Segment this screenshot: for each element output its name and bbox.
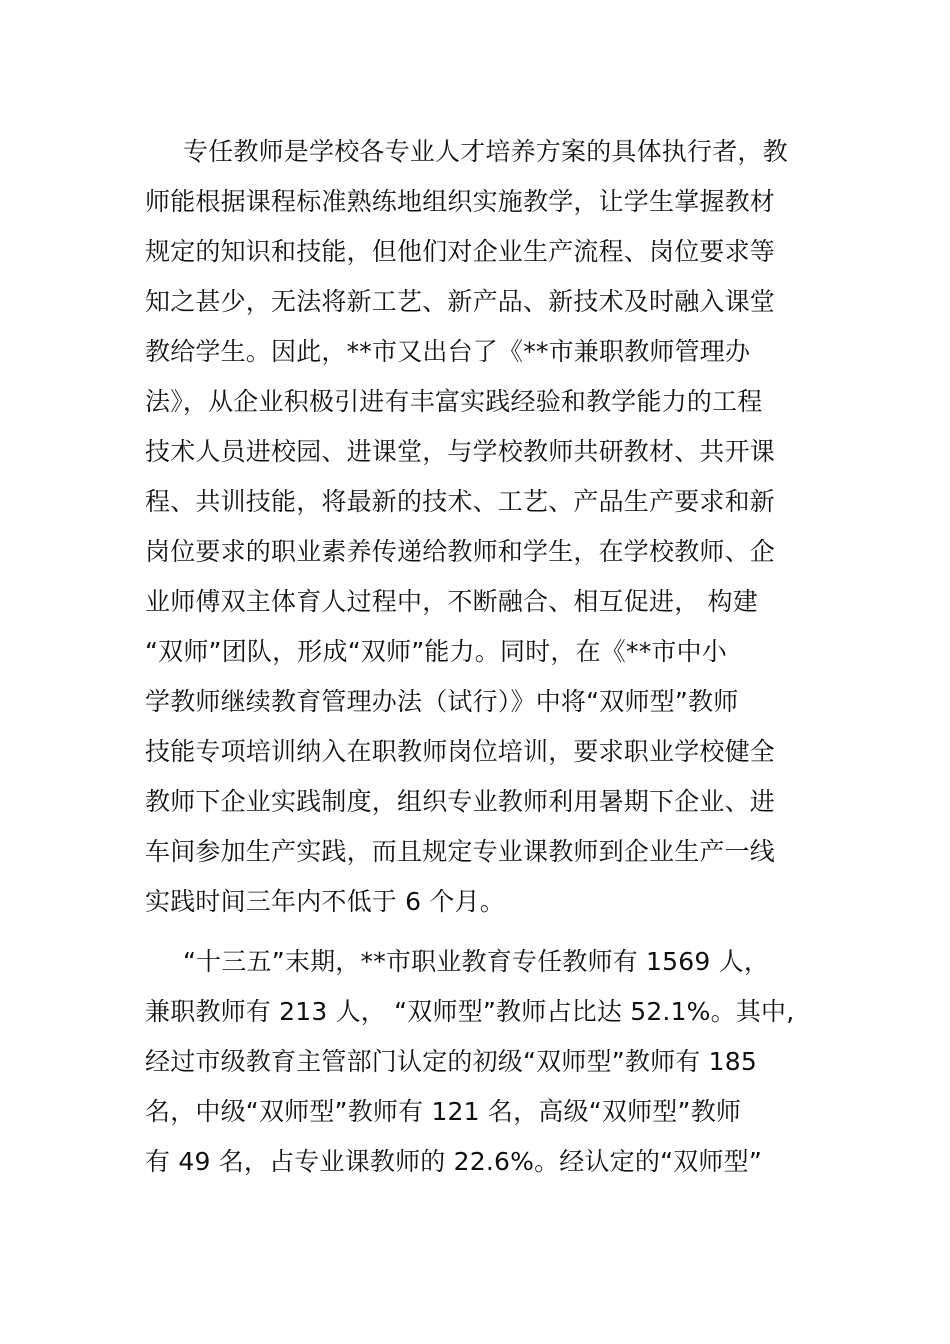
paragraph-line: 经过市级教育主管部门认定的初级“双师型”教师有 185 (145, 1047, 757, 1076)
paragraph-line: 法》，从企业积极引进有丰富实践经验和教学能力的工程 (145, 387, 763, 416)
paragraph-line: 专任教师是学校各专业人才培养方案的具体执行者，教 (183, 137, 788, 166)
paragraph-line: 车间参加生产实践，而且规定专业课教师到企业生产一线 (145, 837, 776, 866)
paragraph-line: 学教师继续教育管理办法（试行）》中将“双师型”教师 (145, 687, 739, 716)
paragraph-line: 师能根据课程标准熟练地组织实施教学，让学生掌握教材 (145, 187, 776, 216)
paragraph-line: 技能专项培训纳入在职教师岗位培训，要求职业学校健全 (145, 737, 776, 766)
paragraph-line: 教师下企业实践制度，组织专业教师利用暑期下企业、进 (145, 787, 776, 816)
paragraph-line: 技术人员进校园、进课堂，与学校教师共研教材、共开课 (145, 437, 776, 466)
paragraph-line: 知之甚少，无法将新工艺、新产品、新技术及时融入课堂 (145, 287, 776, 316)
paragraph-line: “双师”团队，形成“双师”能力。同时，在《**市中小 (145, 637, 728, 666)
paragraph-line: 业师傅双主体育人过程中，不断融合、相互促进， 构建 (145, 587, 758, 616)
paragraph-line: 实践时间三年内不低于 6 个月。 (145, 887, 506, 916)
paragraph-line: 规定的知识和技能，但他们对企业生产流程、岗位要求等 (145, 237, 776, 266)
paragraph-line: 有 49 名，占专业课教师的 22.6%。经认定的“双师型” (145, 1147, 762, 1176)
paragraph-line: 兼职教师有 213 人， “双师型”教师占比达 52.1%。其中, (145, 997, 795, 1026)
paragraph-line: 教给学生。因此，**市又出台了《**市兼职教师管理办 (145, 337, 751, 366)
paragraph-line: 岗位要求的职业素养传递给教师和学生，在学校教师、企 (145, 537, 776, 566)
paragraph-line: “十三五”末期，**市职业教育专任教师有 1569 人， (183, 947, 770, 976)
paragraph-line: 名，中级“双师型”教师有 121 名，高级“双师型”教师 (145, 1097, 742, 1126)
paragraph-line: 程、共训技能，将最新的技术、工艺、产品生产要求和新 (145, 487, 776, 516)
